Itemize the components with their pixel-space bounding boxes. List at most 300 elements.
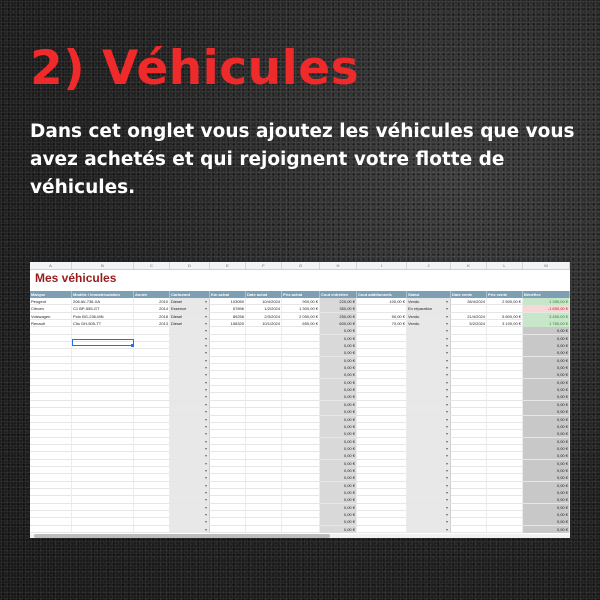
cell-statut-dropdown[interactable] — [407, 489, 451, 496]
cell-modele[interactable] — [72, 408, 134, 415]
cell-additionnels[interactable] — [357, 364, 407, 371]
cell-modele[interactable] — [72, 467, 134, 474]
cell-km[interactable] — [210, 335, 246, 342]
cell-km[interactable] — [210, 386, 246, 393]
cell-additionnels[interactable] — [357, 357, 407, 364]
cell-benefice[interactable]: 0,00 € — [523, 416, 570, 423]
cell-prix_achat[interactable] — [282, 379, 320, 386]
cell-entretien[interactable]: 0,00 € — [320, 467, 357, 474]
cell-statut-dropdown[interactable] — [407, 416, 451, 423]
cell-km[interactable] — [210, 371, 246, 378]
cell-prix_vente[interactable] — [487, 305, 523, 312]
cell-additionnels[interactable] — [357, 342, 407, 349]
column-letter-h[interactable]: H — [320, 262, 357, 269]
cell-modele[interactable] — [72, 349, 134, 356]
cell-prix_vente[interactable] — [487, 460, 523, 467]
cell-prix_achat[interactable]: 1 300,00 € — [282, 305, 320, 312]
cell-carburant-dropdown[interactable] — [170, 489, 210, 496]
cell-date_vente[interactable] — [451, 482, 487, 489]
cell-carburant-dropdown[interactable] — [170, 342, 210, 349]
cell-annee[interactable]: 2014 — [134, 305, 170, 312]
cell-date_achat[interactable] — [246, 489, 282, 496]
cell-entretien[interactable]: 350,00 € — [320, 305, 357, 312]
cell-modele[interactable] — [72, 364, 134, 371]
cell-date_vente[interactable] — [451, 445, 487, 452]
cell-additionnels[interactable] — [357, 305, 407, 312]
cell-prix_vente[interactable] — [487, 511, 523, 518]
cell-annee[interactable] — [134, 452, 170, 459]
cell-modele[interactable] — [72, 438, 134, 445]
cell-carburant-dropdown[interactable] — [170, 386, 210, 393]
cell-prix_achat[interactable] — [282, 467, 320, 474]
cell-carburant-dropdown[interactable] — [170, 511, 210, 518]
cell-additionnels[interactable] — [357, 482, 407, 489]
cell-benefice[interactable]: 0,00 € — [523, 452, 570, 459]
cell-prix_vente[interactable] — [487, 408, 523, 415]
cell-marque[interactable] — [30, 416, 72, 423]
cell-modele[interactable]: C1 BP-555-GT — [72, 305, 134, 312]
cell-entretien[interactable]: 0,00 € — [320, 526, 357, 533]
cell-carburant-dropdown[interactable] — [170, 474, 210, 481]
cell-prix_vente[interactable] — [487, 445, 523, 452]
cell-date_achat[interactable] — [246, 364, 282, 371]
cell-statut-dropdown[interactable] — [407, 423, 451, 430]
cell-marque[interactable] — [30, 467, 72, 474]
cell-entretien[interactable]: 0,00 € — [320, 496, 357, 503]
cell-date_vente[interactable] — [451, 518, 487, 525]
column-letter-l[interactable]: L — [487, 262, 523, 269]
cell-additionnels[interactable] — [357, 504, 407, 511]
cell-statut-dropdown[interactable] — [407, 401, 451, 408]
column-letter-m[interactable]: M — [523, 262, 570, 269]
cell-entretien[interactable]: 0,00 € — [320, 460, 357, 467]
cell-prix_achat[interactable] — [282, 511, 320, 518]
cell-km[interactable] — [210, 349, 246, 356]
cell-carburant-dropdown[interactable] — [170, 401, 210, 408]
cell-annee[interactable] — [134, 438, 170, 445]
cell-date_achat[interactable] — [246, 438, 282, 445]
cell-marque[interactable] — [30, 386, 72, 393]
cell-carburant-dropdown[interactable] — [170, 349, 210, 356]
cell-carburant-dropdown[interactable] — [170, 393, 210, 400]
cell-km[interactable] — [210, 342, 246, 349]
cell-date_vente[interactable] — [451, 416, 487, 423]
cell-carburant-dropdown[interactable] — [170, 357, 210, 364]
cell-annee[interactable] — [134, 460, 170, 467]
cell-carburant-dropdown[interactable]: Diesel ▾ — [170, 320, 210, 327]
column-letter-i[interactable]: I — [357, 262, 407, 269]
cell-modele[interactable] — [72, 393, 134, 400]
cell-statut-dropdown[interactable]: Vendu ▾ — [407, 298, 451, 305]
cell-benefice[interactable]: 0,00 € — [523, 474, 570, 481]
cell-date_vente[interactable] — [451, 357, 487, 364]
cell-marque[interactable] — [30, 357, 72, 364]
cell-prix_vente[interactable] — [487, 438, 523, 445]
cell-modele[interactable] — [72, 518, 134, 525]
cell-marque[interactable] — [30, 474, 72, 481]
cell-benefice[interactable]: 3 450,00 € — [523, 313, 570, 320]
cell-carburant-dropdown[interactable]: Diesel ▾ — [170, 298, 210, 305]
cell-date_achat[interactable] — [246, 371, 282, 378]
cell-additionnels[interactable] — [357, 511, 407, 518]
cell-benefice[interactable]: 0,00 € — [523, 482, 570, 489]
cell-carburant-dropdown[interactable] — [170, 504, 210, 511]
cell-date_vente[interactable] — [451, 393, 487, 400]
cell-carburant-dropdown[interactable]: Essence ▾ — [170, 305, 210, 312]
cell-marque[interactable] — [30, 401, 72, 408]
cell-date_achat[interactable] — [246, 423, 282, 430]
cell-benefice[interactable]: 0,00 € — [523, 518, 570, 525]
cell-statut-dropdown[interactable] — [407, 371, 451, 378]
cell-annee[interactable] — [134, 518, 170, 525]
cell-prix_vente[interactable]: 5 800,00 € — [487, 313, 523, 320]
cell-prix_vente[interactable] — [487, 379, 523, 386]
cell-date_vente[interactable] — [451, 408, 487, 415]
cell-entretien[interactable]: 0,00 € — [320, 489, 357, 496]
cell-benefice[interactable]: 0,00 € — [523, 526, 570, 533]
cell-annee[interactable]: 2013 — [134, 320, 170, 327]
cell-modele[interactable]: Clio GH-505-TT — [72, 320, 134, 327]
column-letter-e[interactable]: E — [210, 262, 246, 269]
cell-modele[interactable] — [72, 357, 134, 364]
cell-additionnels[interactable]: 70,00 € — [357, 320, 407, 327]
cell-km[interactable] — [210, 452, 246, 459]
cell-additionnels[interactable]: 50,00 € — [357, 313, 407, 320]
cell-prix_achat[interactable]: 650,00 € — [282, 320, 320, 327]
cell-additionnels[interactable] — [357, 445, 407, 452]
cell-statut-dropdown[interactable] — [407, 379, 451, 386]
cell-statut-dropdown[interactable] — [407, 364, 451, 371]
column-letter-g[interactable]: G — [282, 262, 320, 269]
cell-marque[interactable] — [30, 379, 72, 386]
cell-statut-dropdown[interactable] — [407, 386, 451, 393]
cell-modele[interactable] — [72, 423, 134, 430]
cell-benefice[interactable]: 0,00 € — [523, 371, 570, 378]
cell-date_achat[interactable] — [246, 496, 282, 503]
cell-entretien[interactable]: 0,00 € — [320, 335, 357, 342]
cell-additionnels[interactable]: 100,00 € — [357, 298, 407, 305]
cell-benefice[interactable]: 0,00 € — [523, 335, 570, 342]
cell-statut-dropdown[interactable] — [407, 393, 451, 400]
cell-modele[interactable] — [72, 511, 134, 518]
cell-carburant-dropdown[interactable] — [170, 408, 210, 415]
cell-prix_achat[interactable] — [282, 526, 320, 533]
cell-date_achat[interactable] — [246, 460, 282, 467]
cell-entretien[interactable]: 0,00 € — [320, 379, 357, 386]
cell-carburant-dropdown[interactable] — [170, 496, 210, 503]
cell-prix_achat[interactable] — [282, 518, 320, 525]
cell-date_achat[interactable] — [246, 518, 282, 525]
cell-km[interactable]: 89256 — [210, 313, 246, 320]
cell-date_vente[interactable] — [451, 526, 487, 533]
cell-marque[interactable] — [30, 371, 72, 378]
cell-statut-dropdown[interactable] — [407, 518, 451, 525]
cell-date_vente[interactable] — [451, 305, 487, 312]
cell-benefice[interactable]: 0,00 € — [523, 342, 570, 349]
cell-statut-dropdown[interactable]: Vendu ▾ — [407, 320, 451, 327]
cell-additionnels[interactable] — [357, 452, 407, 459]
cell-date_achat[interactable] — [246, 430, 282, 437]
cell-date_achat[interactable] — [246, 416, 282, 423]
cell-benefice[interactable]: 1 780,00 € — [523, 320, 570, 327]
cell-prix_vente[interactable] — [487, 364, 523, 371]
cell-prix_achat[interactable] — [282, 401, 320, 408]
cell-km[interactable] — [210, 416, 246, 423]
cell-additionnels[interactable] — [357, 489, 407, 496]
cell-marque[interactable] — [30, 364, 72, 371]
cell-date_achat[interactable] — [246, 327, 282, 334]
cell-marque[interactable] — [30, 349, 72, 356]
cell-carburant-dropdown[interactable] — [170, 379, 210, 386]
cell-marque[interactable] — [30, 526, 72, 533]
cell-prix_vente[interactable] — [487, 416, 523, 423]
cell-km[interactable] — [210, 379, 246, 386]
cell-prix_achat[interactable] — [282, 357, 320, 364]
cell-date_vente[interactable] — [451, 335, 487, 342]
cell-additionnels[interactable] — [357, 379, 407, 386]
cell-km[interactable] — [210, 438, 246, 445]
cell-prix_vente[interactable] — [487, 518, 523, 525]
cell-modele[interactable] — [72, 401, 134, 408]
cell-prix_vente[interactable] — [487, 327, 523, 334]
cell-prix_vente[interactable] — [487, 430, 523, 437]
cell-km[interactable] — [210, 467, 246, 474]
cell-km[interactable] — [210, 445, 246, 452]
cell-date_achat[interactable] — [246, 342, 282, 349]
cell-prix_achat[interactable] — [282, 349, 320, 356]
cell-marque[interactable] — [30, 335, 72, 342]
cell-benefice[interactable]: 0,00 € — [523, 460, 570, 467]
cell-date_achat[interactable] — [246, 511, 282, 518]
cell-km[interactable] — [210, 496, 246, 503]
cell-date_vente[interactable] — [451, 430, 487, 437]
fill-handle[interactable] — [131, 344, 134, 347]
cell-prix_achat[interactable] — [282, 393, 320, 400]
cell-annee[interactable] — [134, 416, 170, 423]
cell-prix_vente[interactable] — [487, 452, 523, 459]
cell-modele[interactable] — [72, 482, 134, 489]
cell-statut-dropdown[interactable] — [407, 357, 451, 364]
cell-carburant-dropdown[interactable] — [170, 445, 210, 452]
cell-date_vente[interactable] — [451, 467, 487, 474]
cell-km[interactable] — [210, 357, 246, 364]
cell-km[interactable] — [210, 526, 246, 533]
cell-additionnels[interactable] — [357, 408, 407, 415]
cell-prix_achat[interactable] — [282, 423, 320, 430]
cell-prix_achat[interactable] — [282, 474, 320, 481]
column-letter-c[interactable]: C — [134, 262, 170, 269]
cell-km[interactable] — [210, 393, 246, 400]
cell-entretien[interactable]: 0,00 € — [320, 474, 357, 481]
cell-prix_vente[interactable] — [487, 386, 523, 393]
cell-carburant-dropdown[interactable] — [170, 460, 210, 467]
cell-prix_vente[interactable] — [487, 401, 523, 408]
cell-entretien[interactable]: 0,00 € — [320, 393, 357, 400]
cell-benefice[interactable]: 0,00 € — [523, 489, 570, 496]
cell-entretien[interactable]: 0,00 € — [320, 438, 357, 445]
cell-modele[interactable] — [72, 430, 134, 437]
cell-annee[interactable] — [134, 423, 170, 430]
cell-marque[interactable] — [30, 445, 72, 452]
cell-date_achat[interactable]: 2/3/2024 — [246, 313, 282, 320]
cell-date_vente[interactable] — [451, 386, 487, 393]
cell-prix_achat[interactable] — [282, 416, 320, 423]
cell-marque[interactable] — [30, 430, 72, 437]
cell-date_vente[interactable] — [451, 474, 487, 481]
cell-statut-dropdown[interactable] — [407, 335, 451, 342]
cell-prix_vente[interactable] — [487, 349, 523, 356]
cell-date_vente[interactable] — [451, 496, 487, 503]
cell-annee[interactable]: 2018 — [134, 313, 170, 320]
cell-date_achat[interactable] — [246, 401, 282, 408]
cell-prix_vente[interactable] — [487, 474, 523, 481]
cell-prix_achat[interactable] — [282, 364, 320, 371]
cell-date_vente[interactable] — [451, 379, 487, 386]
cell-marque[interactable] — [30, 518, 72, 525]
cell-prix_vente[interactable]: 3 100,00 € — [487, 320, 523, 327]
cell-prix_achat[interactable] — [282, 386, 320, 393]
cell-carburant-dropdown[interactable] — [170, 364, 210, 371]
cell-additionnels[interactable] — [357, 518, 407, 525]
cell-prix_vente[interactable]: 2 500,00 € — [487, 298, 523, 305]
cell-modele[interactable] — [72, 474, 134, 481]
cell-statut-dropdown[interactable] — [407, 438, 451, 445]
cell-benefice[interactable]: 0,00 € — [523, 357, 570, 364]
cell-additionnels[interactable] — [357, 401, 407, 408]
cell-carburant-dropdown[interactable] — [170, 371, 210, 378]
cell-prix_achat[interactable] — [282, 342, 320, 349]
cell-entretien[interactable]: 0,00 € — [320, 357, 357, 364]
cell-date_achat[interactable] — [246, 467, 282, 474]
cell-benefice[interactable]: 0,00 € — [523, 467, 570, 474]
cell-prix_achat[interactable]: 900,00 € — [282, 298, 320, 305]
cell-statut-dropdown[interactable] — [407, 474, 451, 481]
cell-km[interactable] — [210, 482, 246, 489]
cell-carburant-dropdown[interactable] — [170, 518, 210, 525]
cell-entretien[interactable]: 0,00 € — [320, 452, 357, 459]
cell-annee[interactable] — [134, 496, 170, 503]
cell-annee[interactable] — [134, 408, 170, 415]
cell-additionnels[interactable] — [357, 474, 407, 481]
cell-marque[interactable] — [30, 504, 72, 511]
cell-benefice[interactable]: 0,00 € — [523, 511, 570, 518]
cell-marque[interactable] — [30, 511, 72, 518]
cell-modele[interactable] — [72, 526, 134, 533]
cell-prix_vente[interactable] — [487, 371, 523, 378]
cell-benefice[interactable]: 0,00 € — [523, 327, 570, 334]
cell-modele[interactable] — [72, 371, 134, 378]
cell-annee[interactable] — [134, 342, 170, 349]
cell-annee[interactable] — [134, 335, 170, 342]
cell-date_achat[interactable]: 1/2/2024 — [246, 305, 282, 312]
cell-km[interactable] — [210, 430, 246, 437]
cell-prix_achat[interactable] — [282, 482, 320, 489]
cell-km[interactable] — [210, 327, 246, 334]
cell-statut-dropdown[interactable] — [407, 460, 451, 467]
cell-marque[interactable] — [30, 496, 72, 503]
cell-marque[interactable]: Peugeot — [30, 298, 72, 305]
cell-annee[interactable] — [134, 482, 170, 489]
cell-benefice[interactable]: 0,00 € — [523, 393, 570, 400]
cell-modele[interactable] — [72, 489, 134, 496]
cell-statut-dropdown[interactable] — [407, 430, 451, 437]
cell-additionnels[interactable] — [357, 423, 407, 430]
cell-prix_achat[interactable] — [282, 335, 320, 342]
cell-entretien[interactable]: 0,00 € — [320, 371, 357, 378]
cell-prix_vente[interactable] — [487, 482, 523, 489]
cell-statut-dropdown[interactable] — [407, 408, 451, 415]
cell-modele[interactable] — [72, 327, 134, 334]
cell-prix_vente[interactable] — [487, 393, 523, 400]
cell-annee[interactable] — [134, 474, 170, 481]
cell-prix_vente[interactable] — [487, 342, 523, 349]
cell-date_achat[interactable] — [246, 474, 282, 481]
cell-additionnels[interactable] — [357, 460, 407, 467]
cell-date_vente[interactable] — [451, 511, 487, 518]
cell-entretien[interactable]: 0,00 € — [320, 401, 357, 408]
cell-date_achat[interactable] — [246, 526, 282, 533]
cell-statut-dropdown[interactable] — [407, 482, 451, 489]
cell-benefice[interactable]: 0,00 € — [523, 445, 570, 452]
cell-benefice[interactable]: 0,00 € — [523, 349, 570, 356]
cell-date_achat[interactable] — [246, 445, 282, 452]
cell-km[interactable]: 158320 — [210, 320, 246, 327]
cell-prix_vente[interactable] — [487, 467, 523, 474]
cell-date_vente[interactable] — [451, 438, 487, 445]
cell-annee[interactable] — [134, 349, 170, 356]
horizontal-scrollbar[interactable] — [30, 534, 570, 538]
cell-modele[interactable] — [72, 452, 134, 459]
cell-km[interactable] — [210, 401, 246, 408]
cell-benefice[interactable]: 0,00 € — [523, 423, 570, 430]
cell-marque[interactable] — [30, 482, 72, 489]
cell-date_achat[interactable] — [246, 357, 282, 364]
cell-date_vente[interactable] — [451, 371, 487, 378]
cell-annee[interactable] — [134, 386, 170, 393]
cell-date_vente[interactable] — [451, 342, 487, 349]
cell-carburant-dropdown[interactable] — [170, 416, 210, 423]
cell-benefice[interactable]: 0,00 € — [523, 379, 570, 386]
cell-carburant-dropdown[interactable] — [170, 430, 210, 437]
cell-additionnels[interactable] — [357, 371, 407, 378]
cell-modele[interactable] — [72, 445, 134, 452]
cell-additionnels[interactable] — [357, 416, 407, 423]
cell-marque[interactable] — [30, 393, 72, 400]
cell-benefice[interactable]: 0,00 € — [523, 364, 570, 371]
cell-annee[interactable] — [134, 526, 170, 533]
cell-statut-dropdown[interactable] — [407, 349, 451, 356]
cell-additionnels[interactable] — [357, 349, 407, 356]
cell-annee[interactable] — [134, 327, 170, 334]
cell-prix_achat[interactable] — [282, 408, 320, 415]
cell-date_vente[interactable] — [451, 423, 487, 430]
cell-additionnels[interactable] — [357, 393, 407, 400]
cell-entretien[interactable]: 0,00 € — [320, 518, 357, 525]
cell-benefice[interactable]: 0,00 € — [523, 504, 570, 511]
cell-prix_vente[interactable] — [487, 335, 523, 342]
cell-annee[interactable] — [134, 401, 170, 408]
cell-marque[interactable] — [30, 452, 72, 459]
cell-date_vente[interactable] — [451, 452, 487, 459]
cell-annee[interactable] — [134, 489, 170, 496]
cell-prix_achat[interactable]: 2 050,00 € — [282, 313, 320, 320]
cell-date_vente[interactable] — [451, 504, 487, 511]
cell-date_vente[interactable]: 5/2/2024 — [451, 320, 487, 327]
cell-marque[interactable]: Volswagen — [30, 313, 72, 320]
cell-benefice[interactable]: 0,00 € — [523, 496, 570, 503]
cell-additionnels[interactable] — [357, 496, 407, 503]
cell-additionnels[interactable] — [357, 335, 407, 342]
